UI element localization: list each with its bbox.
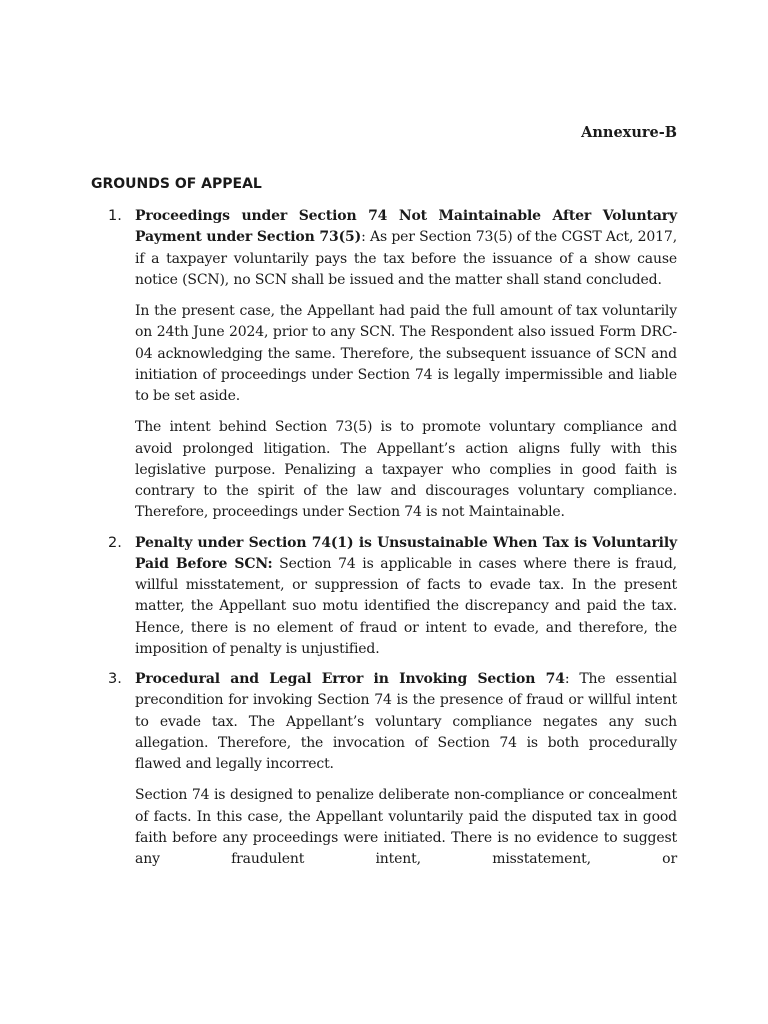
ground-title: Proceedings under Section 74 Not Maintainable After Voluntary Payment under Section 73(5) (135, 208, 677, 246)
ground-item-3 (108, 669, 677, 870)
ground-item-1 (108, 206, 677, 524)
ground-lead-text: The essential precondition for invoking Section 74 is the presence of fraud or willful intent to evade tax. The Appellant’s voluntary compliance negates any such allegation. Therefore, the invocation of Section 74 is both procedurally flawed and legally incorrect. (135, 671, 678, 772)
ground-paragraph: Section 74 is designed to penalize deliberate non-compliance or concealment of facts. In this case, the Appellant voluntarily paid the disputed tax in good faith before any proceedings were initiated. There is no evidence to suggest any fraudulent intent, misstatement, or (135, 787, 677, 867)
ground-number: 3. (108, 671, 122, 687)
ground-paragraph: The intent behind Section 73(5) is to promote voluntary compliance and avoid prolonged litigation. The Appellant’s action aligns fully with this legislative purpose. Penalizing a taxpayer who complies in good faith is contrary to the spirit of the law and discourages voluntary compliance. Therefore, proceedings under Section 74 is not Maintainable. (135, 419, 677, 521)
ground-lead-text: As per Section 73(5) of the CGST Act, 2017, if a taxpayer voluntarily pays the tax before the issuance of a show cause notice (SCN), no SCN shall be issued and the matter shall stand concluded. (135, 229, 677, 288)
annexure-label: Annexure-B (581, 124, 677, 141)
ground-number: 1. (108, 208, 122, 224)
ground-title: Penalty under Section 74(1) is Unsustainable When Tax is Voluntarily Paid Before SCN: (135, 534, 677, 572)
ground-lead-paragraph (135, 533, 677, 661)
ground-item-2 (108, 533, 677, 661)
ground-title-separator: : (564, 671, 570, 687)
ground-lead-paragraph (135, 669, 677, 775)
section-heading: GROUNDS OF APPEAL (91, 176, 262, 192)
ground-number: 2. (108, 534, 122, 551)
ground-lead-paragraph (135, 206, 677, 291)
ground-lead-text: Section 74 is applicable in cases where there is fraud, willful misstatement, or suppression of facts to evade tax. In the present matter, the Appellant suo motu identified the discrepancy and paid the tax. Hence, there is no element of fraud or intent to evade, and therefore, the imposition of penalty is unjustified. (135, 555, 677, 657)
grounds-list (108, 206, 677, 879)
ground-title: Procedural and Legal Error in Invoking Section 74 (135, 671, 565, 687)
ground-title-separator: : (361, 229, 366, 246)
ground-paragraph: In the present case, the Appellant had paid the full amount of tax voluntarily on 24th June 2024, prior to any SCN. The Respondent also issued Form DRC-04 acknowledging the same. Therefore, the subsequent issuance of SCN and initiation of proceedings under Section 74 is legally impermissible and liable to be set aside. (135, 303, 677, 404)
